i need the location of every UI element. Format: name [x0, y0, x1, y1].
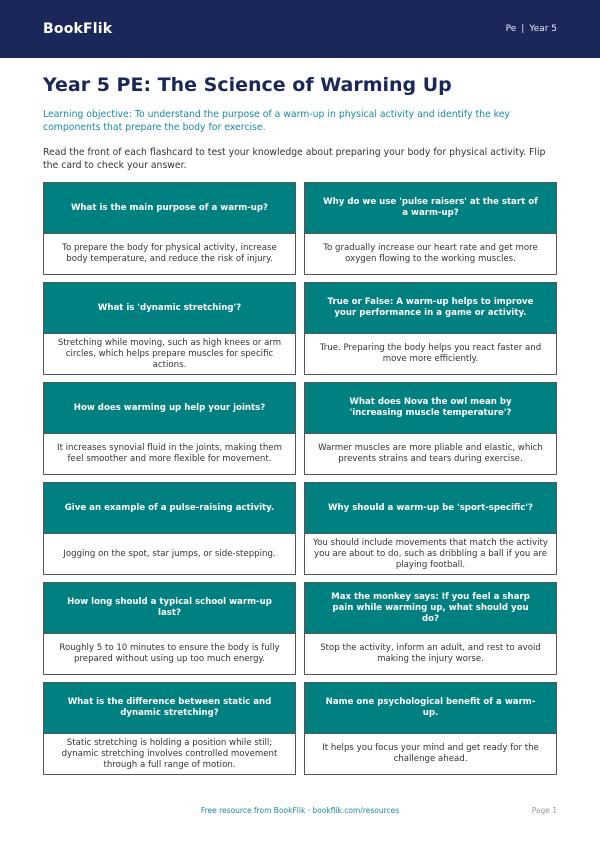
flashcard-answer: You should include movements that match the activity you are about to do, such as dribbling a ball if you are playing football. — [305, 533, 556, 574]
page-title: Year 5 PE: The Science of Warming Up — [43, 74, 452, 96]
flashcard[interactable] — [304, 582, 557, 675]
flashcard-question[interactable]: Name one psychological benefit of a warm-up. — [305, 683, 556, 733]
flashcard-question[interactable]: How does warming up help your joints? — [44, 383, 295, 433]
breadcrumb-year[interactable]: Year 5 — [529, 24, 557, 34]
footer-text[interactable]: Free resource from BookFlik · bookflik.com/resources — [200, 806, 400, 815]
page-number: Page 1 — [531, 806, 557, 815]
flashcard-answer: Static stretching is holding a position while still; dynamic stretching involves controlled movement through a full range of motion. — [44, 733, 295, 774]
breadcrumb — [506, 24, 557, 34]
flashcard-question[interactable]: What is the main purpose of a warm-up? — [44, 183, 295, 233]
flashcard[interactable] — [304, 182, 557, 275]
flashcard-answer: Jogging on the spot, star jumps, or side-stepping. — [44, 533, 295, 574]
flashcard-question[interactable]: Why should a warm-up be 'sport-specific'? — [305, 483, 556, 533]
flashcard-question[interactable]: How long should a typical school warm-up last? — [44, 583, 295, 633]
flashcard-question[interactable]: Max the monkey says: If you feel a sharp pain while warming up, what should you do? — [305, 583, 556, 633]
flashcard[interactable] — [43, 482, 296, 575]
flashcard-answer: Stretching while moving, such as high knees or arm circles, which helps prepare muscles for specific actions. — [44, 333, 295, 374]
flashcard-grid — [43, 182, 557, 775]
flashcard[interactable] — [304, 682, 557, 775]
flashcard-question[interactable]: What is the difference between static and dynamic stretching? — [44, 683, 295, 733]
flashcard[interactable] — [43, 282, 296, 375]
flashcard[interactable] — [43, 582, 296, 675]
learning-objective: Learning objective: To understand the purpose of a warm-up in physical activity and identify the key components that prepare the body for exercise. — [43, 109, 510, 133]
flashcard-answer: Stop the activity, inform an adult, and rest to avoid making the injury worse. — [305, 633, 556, 674]
top-bar — [0, 0, 600, 58]
flashcard-question[interactable]: Why do we use 'pulse raisers' at the start of a warm-up? — [305, 183, 556, 233]
flashcard[interactable] — [43, 182, 296, 275]
instructions: Read the front of each flashcard to test your knowledge about preparing your body for physical activity. Flip the card to check your answer. — [43, 147, 546, 171]
flashcard-answer: Roughly 5 to 10 minutes to ensure the body is fully prepared without using up too much energy. — [44, 633, 295, 674]
breadcrumb-separator: | — [521, 24, 525, 34]
flashcard-question[interactable]: What does Nova the owl mean by 'increasing muscle temperature'? — [305, 383, 556, 433]
breadcrumb-subject[interactable]: Pe — [505, 24, 517, 34]
flashcard-answer: True. Preparing the body helps you react faster and move more efficiently. — [305, 333, 556, 374]
flashcard-answer: To prepare the body for physical activity, increase body temperature, and reduce the risk of injury. — [44, 233, 295, 274]
flashcard-question[interactable]: Give an example of a pulse-raising activity. — [44, 483, 295, 533]
flashcard[interactable] — [304, 282, 557, 375]
flashcard[interactable] — [43, 682, 296, 775]
flashcard[interactable] — [43, 382, 296, 475]
brand-logo[interactable]: BookFlik — [43, 21, 113, 37]
flashcard-answer: Warmer muscles are more pliable and elastic, which prevents strains and tears during exercise. — [305, 433, 556, 474]
flashcard[interactable] — [304, 382, 557, 475]
flashcard[interactable] — [304, 482, 557, 575]
flashcard-answer: To gradually increase our heart rate and get more oxygen flowing to the working muscles. — [305, 233, 556, 274]
flashcard-answer: It increases synovial fluid in the joints, making them feel smoother and more flexible for movement. — [44, 433, 295, 474]
flashcard-answer: It helps you focus your mind and get ready for the challenge ahead. — [305, 733, 556, 774]
flashcard-question[interactable]: True or False: A warm-up helps to improve your performance in a game or activity. — [305, 283, 556, 333]
flashcard-question[interactable]: What is 'dynamic stretching'? — [44, 283, 295, 333]
